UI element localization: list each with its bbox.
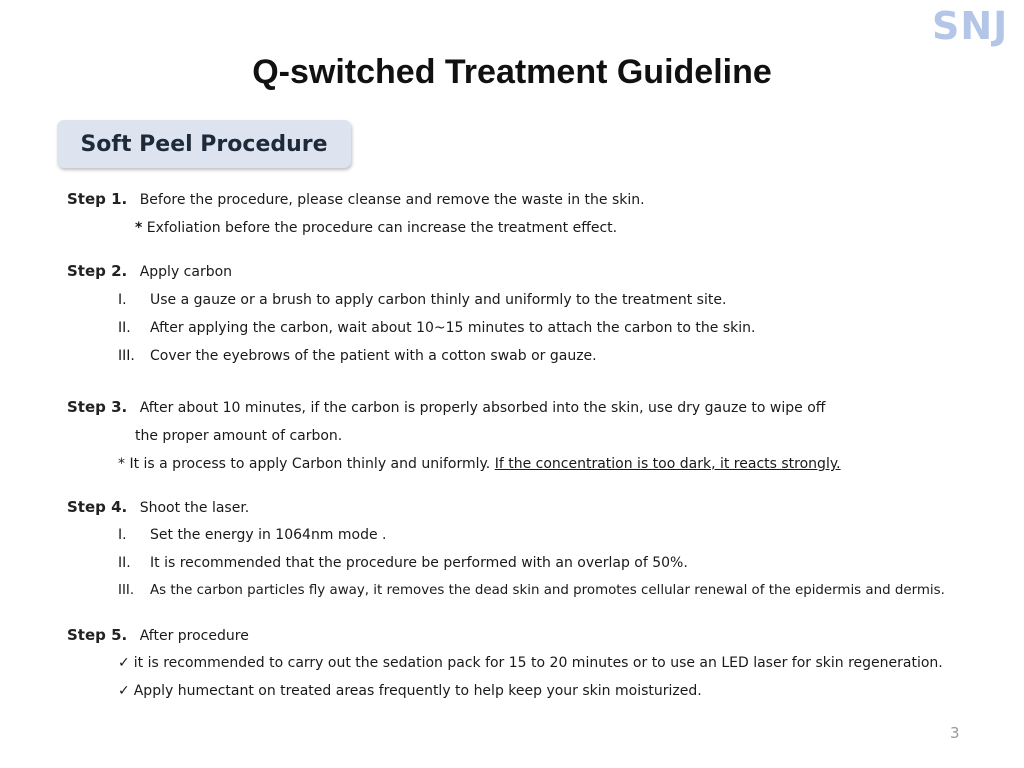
step5-item-text: it is recommended to carry out the sedation pack for 15 to 20 minutes or to use an LED laser for skin regeneration.	[133, 655, 943, 671]
step2-item	[118, 291, 726, 309]
step4-item-num: III.	[118, 583, 135, 598]
step1-note-star: *	[135, 220, 143, 236]
step4-item-text: It is recommended that the procedure be performed with an overlap of 50%.	[150, 555, 688, 571]
step4-label: Step 4.	[67, 498, 128, 516]
step1-note-line	[135, 219, 617, 237]
step3-text-line2: the proper amount of carbon.	[135, 428, 343, 444]
step2-item-text: Cover the eyebrows of the patient with a cotton swab or gauze.	[150, 348, 597, 364]
step5-item	[118, 682, 702, 700]
step5-text: After procedure	[139, 628, 249, 644]
step5-item-text: Apply humectant on treated areas frequently to help keep your skin moisturized.	[133, 683, 702, 699]
step1-line	[67, 190, 645, 209]
step4-item	[118, 582, 945, 600]
section-badge: Soft Peel Procedure	[57, 120, 351, 168]
step2-item-num: I.	[118, 292, 127, 308]
step4-item-num: II.	[118, 555, 131, 571]
step2-label: Step 2.	[67, 262, 128, 280]
step2-item-num: II.	[118, 320, 131, 336]
step4-item-text: As the carbon particles fly away, it removes the dead skin and promotes cellular renewal of the epidermis and dermis.	[150, 583, 945, 598]
step5-label: Step 5.	[67, 626, 128, 644]
check-icon: ✓	[118, 655, 130, 671]
step1-note: Exfoliation before the procedure can increase the treatment effect.	[146, 220, 618, 236]
step3-label: Step 3.	[67, 398, 128, 416]
step4-item-text: Set the energy in 1064nm mode .	[150, 527, 387, 543]
step3-line	[67, 398, 825, 417]
step2-item-text: Use a gauze or a brush to apply carbon thinly and uniformly to the treatment site.	[150, 292, 727, 308]
step2-item	[118, 347, 597, 365]
step3-text-line1: After about 10 minutes, if the carbon is properly absorbed into the skin, use dry gauze to wipe off	[139, 400, 826, 416]
snj-logo: SNJ	[932, 4, 1009, 48]
page-title: Q-switched Treatment Guideline	[252, 53, 772, 91]
step2-text: Apply carbon	[139, 264, 233, 280]
step2-item-num: III.	[118, 348, 135, 364]
step3-note-underlined: If the concentration is too dark, it reacts strongly.	[494, 456, 841, 472]
step4-item-num: I.	[118, 527, 127, 543]
step3-note-line	[118, 455, 841, 473]
step4-item	[118, 554, 688, 572]
step5-item	[118, 654, 943, 672]
step4-item	[118, 526, 387, 544]
step2-line	[67, 262, 232, 281]
step4-text: Shoot the laser.	[139, 500, 250, 516]
step1-label: Step 1.	[67, 190, 128, 208]
step1-text: Before the procedure, please cleanse and remove the waste in the skin.	[139, 192, 645, 208]
step4-line	[67, 498, 249, 517]
step3-note: * It is a process to apply Carbon thinly and uniformly.	[118, 456, 491, 472]
step2-item-text: After applying the carbon, wait about 10~15 minutes to attach the carbon to the skin.	[150, 320, 756, 336]
page-number: 3	[950, 724, 960, 742]
check-icon: ✓	[118, 683, 130, 699]
step2-item	[118, 319, 755, 337]
step5-line	[67, 626, 249, 645]
